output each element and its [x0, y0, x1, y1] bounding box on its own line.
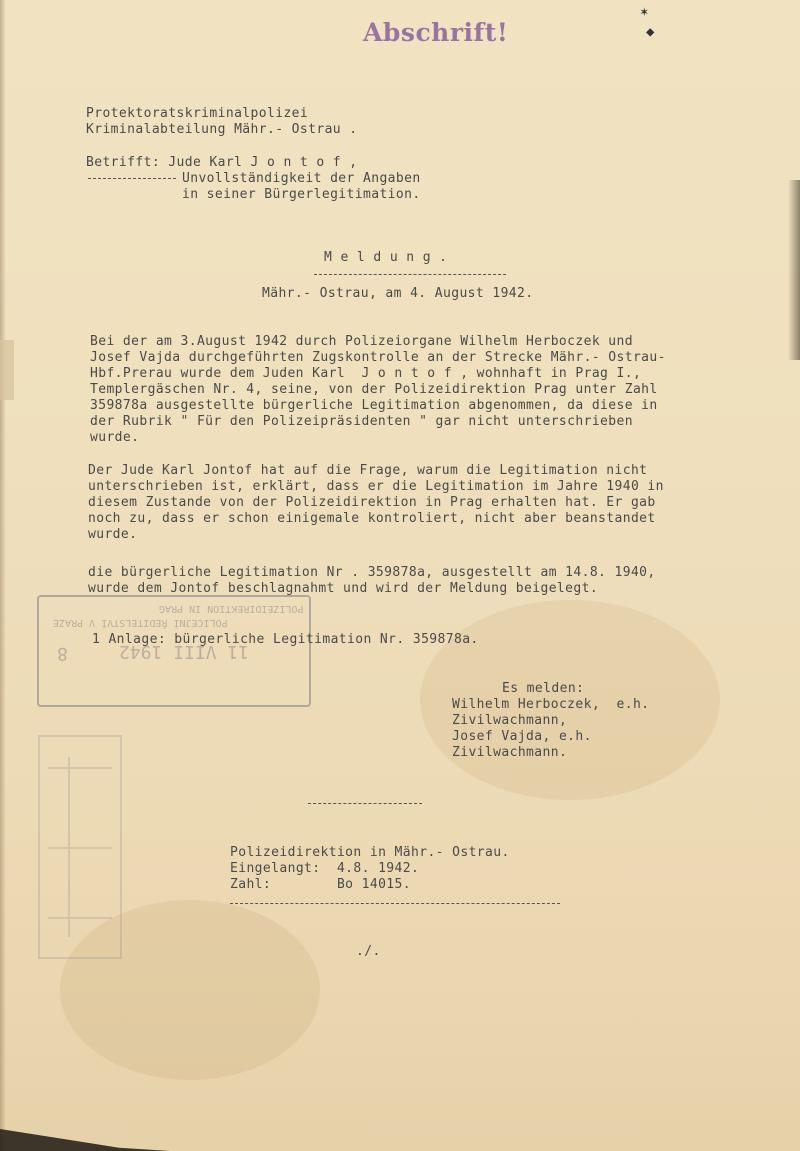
faded-stamp — [38, 735, 122, 959]
stamp-text: POLICEJNÍ ŘEDITELSTVÍ V PRAZE — [53, 617, 228, 628]
body-line: wurde dem Jontof beschlagnahmt und wird der Meldung beigelegt. — [88, 581, 599, 596]
stamp-line — [48, 847, 112, 849]
body-line: wurde. — [88, 527, 138, 542]
receipt-rule — [230, 903, 560, 904]
receipt-line: Zahl: Bo 14015. — [230, 877, 411, 892]
body-line: unterschrieben ist, erklärt, dass er die Legitimation im Jahre 1940 in — [88, 479, 664, 494]
body-line: Bei der am 3.August 1942 durch Polizeiorgane Wilhelm Herboczek und — [90, 334, 633, 349]
paper-fold — [0, 340, 14, 400]
subject-line: in seiner Bürgerlegitimation. — [182, 187, 421, 202]
receipt-line: Polizeidirektion in Mähr.- Ostrau. — [230, 845, 510, 860]
continuation-mark: ./. — [356, 944, 381, 959]
signature-line: Zivilwachmann. — [452, 745, 568, 760]
police-receipt-stamp — [37, 595, 311, 707]
attachment-line: 1 Anlage: bürgerliche Legitimation Nr. 359878a. — [92, 632, 479, 647]
separator-rule — [308, 803, 422, 804]
body-line: 359878a ausgestellte bürgerliche Legitimation abgenommen, da diese in — [90, 398, 658, 413]
body-line: Der Jude Karl Jontof hat auf die Frage, warum die Legitimation nicht — [88, 463, 648, 478]
stamp-text: POLIZEIDIREKTION IN PRAG — [159, 603, 304, 614]
paper-edge — [788, 180, 800, 360]
sender-line: Kriminalabteilung Mähr.- Ostrau . — [86, 122, 358, 137]
dateline: Mähr.- Ostrau, am 4. August 1942. — [262, 286, 534, 301]
stamp-date: 11 VIII 1942 — [119, 641, 250, 662]
receipt-line: Eingelangt: 4.8. 1942. — [230, 861, 420, 876]
stamp-line — [68, 757, 70, 937]
ink-mark: ◆ — [646, 24, 655, 40]
paper-corner-shadow — [0, 1129, 170, 1151]
subject-line: Betrifft: Jude Karl J o n t o f , — [86, 155, 358, 170]
body-line: diesem Zustande von der Polizeidirektion in Prag erhalten hat. Er gab — [88, 495, 656, 510]
document-title: M e l d u n g . — [324, 250, 448, 265]
ink-mark: ✶ — [640, 4, 649, 20]
title-underline — [314, 274, 506, 275]
signature-line: Josef Vajda, e.h. — [452, 729, 592, 744]
body-line: Josef Vajda durchgeführten Zugskontrolle an der Strecke Mähr.- Ostrau- — [90, 350, 666, 365]
body-line: Templergäschen Nr. 4, seine, von der Polizeidirektion Prag unter Zahl — [90, 382, 658, 397]
body-line: noch zu, dass er schon einigemale kontroliert, nicht aber beanstandet — [88, 511, 656, 526]
subject-line: Unvollständigkeit der Angaben — [182, 171, 421, 186]
signature-line: Zivilwachmann, — [452, 713, 568, 728]
body-line: der Rubrik " Für den Polizeipräsidenten " gar nicht unterschrieben — [90, 414, 633, 429]
stamp-line — [48, 767, 112, 769]
stamp-line — [48, 917, 112, 919]
sender-line: Protektoratskriminalpolizei — [86, 106, 309, 121]
signature-heading: Es melden: — [502, 681, 585, 696]
abschrift-stamp: Abschrift! — [363, 18, 509, 47]
signature-line: Wilhelm Herboczek, e.h. — [452, 697, 650, 712]
body-line: Hbf.Prerau wurde dem Juden Karl J o n t o f , wohnhaft in Prag I., — [90, 366, 642, 381]
paper-edge — [0, 0, 6, 1151]
stamp-number: 8 — [57, 643, 68, 664]
subject-rule — [88, 178, 176, 179]
body-line: die bürgerliche Legitimation Nr . 359878a, ausgestellt am 14.8. 1940, — [88, 565, 656, 580]
body-line: wurde. — [90, 430, 140, 445]
